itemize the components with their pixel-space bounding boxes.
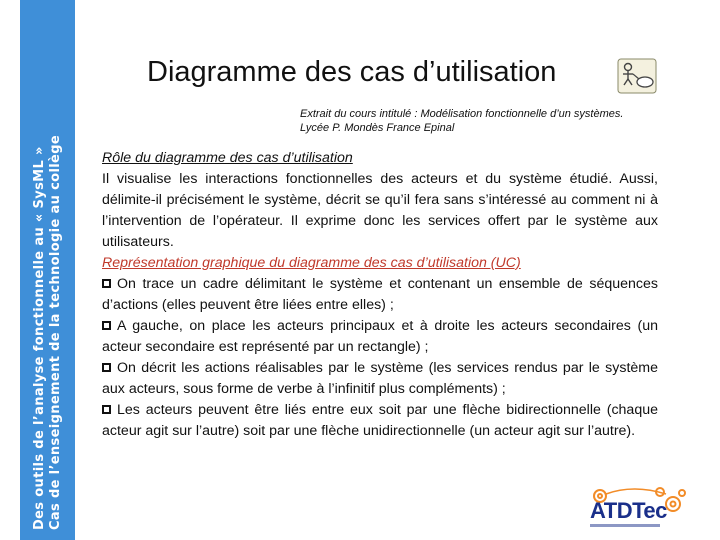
checkbox-bullet-icon: [102, 321, 111, 330]
checkbox-bullet-icon: [102, 405, 111, 414]
list-item-text: On trace un cadre délimitant le système et contenant un ensemble de séquences d’actions (elles peuvent être liées entre elles) ;: [102, 276, 658, 313]
checkbox-bullet-icon: [102, 363, 111, 372]
list-item-text: A gauche, on place les acteurs principaux et à droite les acteurs secondaires (un acteur secondaire est représenté par un rectangle) ;: [102, 318, 658, 355]
list-item-text: On décrit les actions réalisables par le système (les services rendus par le système aux acteurs, sous forme de verbe à l’infinitif plus compléments) ;: [102, 360, 658, 397]
logo-tagline-line: [590, 524, 660, 527]
sidebar-caption: [32, 10, 64, 530]
main-content: [102, 148, 658, 442]
list-item-text: Les acteurs peuvent être liés entre eux soit par une flèche bidirectionnelle (chaque acteur agit sur l’autre) soit par une flèche unidirectionnelle (un acteur agit sur l’autre).: [102, 402, 658, 439]
list-item: [102, 316, 658, 358]
sidebar-caption-line-2: Cas de l’enseignement de la technologie au collège: [48, 134, 63, 530]
page-title: Diagramme des cas d’utilisation: [147, 56, 557, 88]
atdtec-logo: [578, 484, 688, 534]
list-item: [102, 358, 658, 400]
logo-text: ATDTec: [590, 498, 667, 523]
paragraph-role: Il visualise les interactions fonctionnelles des acteurs et du système étudié. Aussi, délimite-il précisément le système, décrit se qu’il fera sans s’intéressé au comment ni à l’intervention de l’opérateur. Il exprime donc les services offert par le système aux utilisateurs.: [102, 171, 658, 250]
source-line-1: Extrait du cours intitulé : Modélisation fonctionnelle d’un systèmes.: [300, 108, 624, 120]
list-item: [102, 400, 658, 442]
section-heading-role: Rôle du diagramme des cas d’utilisation: [102, 150, 353, 166]
section-heading-representation: Représentation graphique du diagramme des cas d’utilisation (UC): [102, 255, 521, 271]
source-note: [300, 107, 623, 135]
sidebar-caption-line-1: Des outils de l’analyse fonctionnelle au « SysML »: [32, 146, 47, 530]
list-item: [102, 274, 658, 316]
source-line-2: Lycée P. Mondès France Epinal: [300, 122, 455, 134]
use-case-diagram-icon: [617, 58, 657, 94]
checkbox-bullet-icon: [102, 279, 111, 288]
